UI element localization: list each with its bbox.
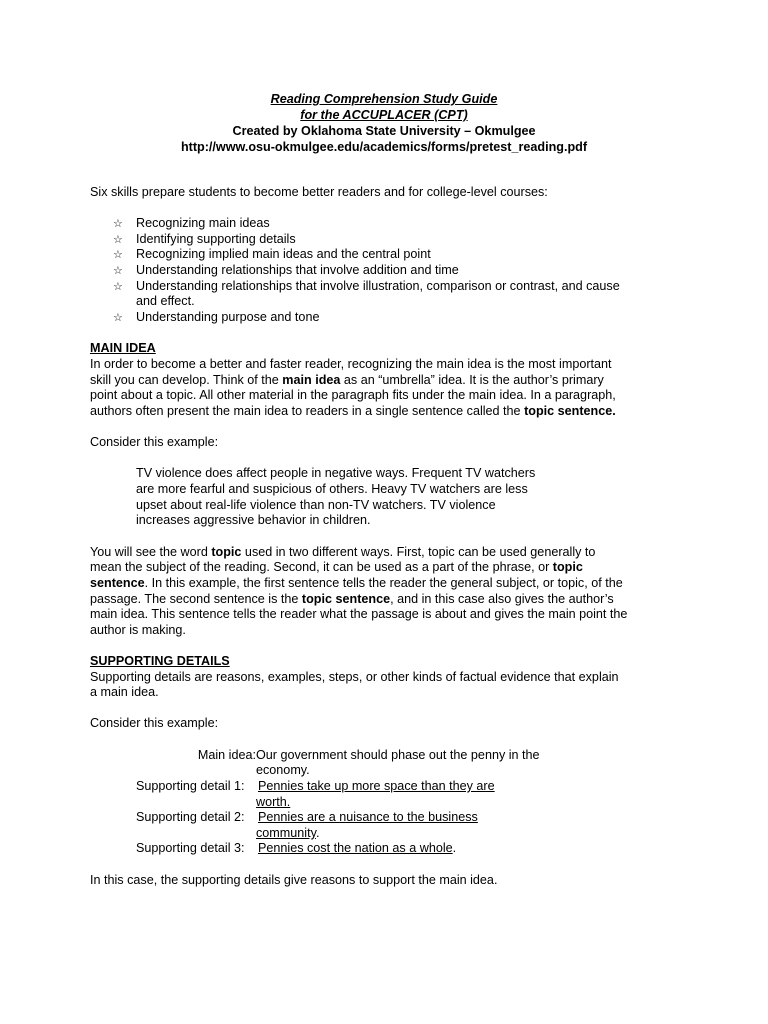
- text-run: as an “umbrella” idea. It is the author’s primary: [340, 373, 604, 387]
- list-item: Understanding relationships that involve addition and time: [136, 263, 459, 277]
- text-run: skill you can develop. Think of the: [90, 373, 283, 387]
- doc-author: Created by Oklahoma State University – Okmulgee: [232, 124, 536, 138]
- consider-text: Consider this example:: [90, 716, 219, 730]
- paragraph-line: [90, 404, 616, 420]
- bold-term: topic: [211, 545, 242, 559]
- doc-title: Reading Comprehension Study Guide: [270, 92, 498, 106]
- paragraph-line: [90, 545, 595, 561]
- conclusion-text: In this case, the supporting details give reasons to support the main idea.: [90, 873, 498, 887]
- detail-label: Supporting detail 3:: [136, 841, 245, 855]
- bold-term: main idea: [282, 373, 341, 387]
- paragraph-line: Supporting details are reasons, examples, steps, or other kinds of factual evidence that explain: [90, 670, 619, 684]
- underlined-text: community: [256, 826, 316, 840]
- example-line: upset about real-life violence than non-TV watchers. TV violence: [136, 498, 496, 512]
- consider-text: Consider this example:: [90, 435, 219, 449]
- main-idea-text: Our government should phase out the penny in the: [256, 748, 540, 762]
- paragraph-line: author is making.: [90, 623, 186, 637]
- detail-text: Pennies take up more space than they are: [258, 779, 495, 793]
- text-run: passage. The second sentence is the: [90, 592, 302, 606]
- list-item-continuation: and effect.: [136, 294, 195, 308]
- list-item: Identifying supporting details: [136, 232, 296, 246]
- list-item: Recognizing implied main ideas and the central point: [136, 247, 431, 261]
- text-run: mean the subject of the reading. Second, it can be used as a part of the phrase, or: [90, 560, 553, 574]
- star-outline-icon: ☆: [113, 264, 123, 277]
- text-run: , and in this case also gives the author’s: [390, 592, 614, 606]
- underlined-text: Pennies cost the nation as a whole: [258, 841, 453, 855]
- section-heading-supporting-details: SUPPORTING DETAILS: [90, 654, 230, 668]
- intro-text: Six skills prepare students to become better readers and for college-level courses:: [90, 185, 548, 199]
- star-outline-icon: ☆: [113, 233, 123, 246]
- paragraph-line: a main idea.: [90, 685, 159, 699]
- star-outline-icon: ☆: [113, 248, 123, 261]
- paragraph-line: [90, 373, 604, 389]
- text-run: . In this example, the first sentence tells the reader the general subject, or topic, of the: [144, 576, 623, 590]
- doc-subtitle: for the ACCUPLACER (CPT): [300, 108, 468, 122]
- text-run: authors often present the main idea to readers in a single sentence called the: [90, 404, 525, 418]
- example-line: increases aggressive behavior in children.: [136, 513, 371, 527]
- example-line: are more fearful and suspicious of others. Heavy TV watchers are less: [136, 482, 528, 496]
- text-run: .: [452, 841, 457, 855]
- bold-term: topic: [552, 560, 583, 574]
- detail-text: worth.: [256, 795, 291, 809]
- example-line: TV violence does affect people in negative ways. Frequent TV watchers: [136, 466, 536, 480]
- star-outline-icon: ☆: [113, 311, 123, 324]
- bold-term: topic sentence: [301, 592, 391, 606]
- paragraph-line: In order to become a better and faster reader, recognizing the main idea is the most important: [90, 357, 612, 371]
- main-idea-label: Main idea:: [197, 748, 256, 762]
- star-outline-icon: ☆: [113, 217, 123, 230]
- detail-text: [256, 826, 319, 842]
- paragraph-line: point about a topic. All other material in the paragraph fits under the main idea. In a paragraph,: [90, 388, 616, 402]
- main-idea-text: economy.: [256, 763, 310, 777]
- detail-label: Supporting detail 2:: [136, 810, 245, 824]
- bold-term: sentence: [90, 576, 145, 590]
- paragraph-line: [90, 592, 614, 608]
- list-item: Understanding purpose and tone: [136, 310, 320, 324]
- paragraph-line: main idea. This sentence tells the reader what the passage is about and gives the main point the: [90, 607, 628, 621]
- star-outline-icon: ☆: [113, 280, 123, 293]
- paragraph-line: [90, 576, 623, 592]
- detail-text: [258, 841, 456, 857]
- section-heading-main-idea: MAIN IDEA: [90, 341, 156, 355]
- list-item: Understanding relationships that involve illustration, comparison or contrast, and cause: [136, 279, 620, 293]
- text-run: used in two different ways. First, topic can be used generally to: [241, 545, 596, 559]
- paragraph-line: [90, 560, 583, 576]
- doc-url: http://www.osu-okmulgee.edu/academics/forms/pretest_reading.pdf: [180, 140, 588, 154]
- detail-label: Supporting detail 1:: [136, 779, 245, 793]
- detail-text: Pennies are a nuisance to the business: [258, 810, 478, 824]
- text-run: You will see the word: [90, 545, 212, 559]
- bold-term: topic sentence.: [524, 404, 616, 418]
- list-item: Recognizing main ideas: [136, 216, 270, 230]
- text-run: .: [315, 826, 320, 840]
